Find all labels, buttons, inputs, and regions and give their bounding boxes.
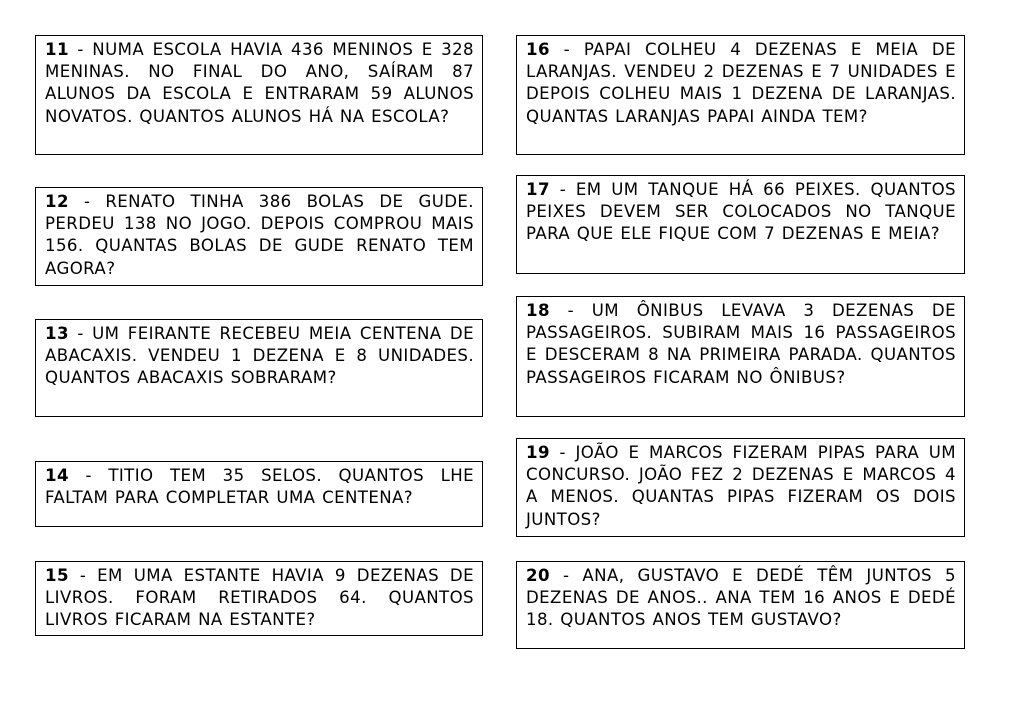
problem-number: 19 bbox=[526, 443, 550, 462]
problem-number: 17 bbox=[526, 180, 550, 199]
problem-card-14 bbox=[35, 461, 483, 527]
problem-text: - PAPAI COLHEU 4 DEZENAS E MEIA DE LARANJAS. VENDEU 2 DEZENAS E 7 UNIDADES E DEPOIS COLHEU MAIS 1 DEZENA DE LARANJAS. QUANTAS LARANJAS PAPAI AINDA TEM? bbox=[526, 40, 956, 126]
problem-text: - NUMA ESCOLA HAVIA 436 MENINOS E 328 MENINAS. NO FINAL DO ANO, SAÍRAM 87 ALUNOS DA ESCOLA E ENTRARAM 59 ALUNOS NOVATOS. QUANTOS ALUNOS HÁ NA ESCOLA? bbox=[45, 40, 474, 126]
problem-card-18 bbox=[516, 296, 965, 417]
problem-card-17 bbox=[516, 175, 965, 274]
problem-card-15 bbox=[35, 561, 483, 636]
problem-card-13 bbox=[35, 319, 483, 417]
problem-number: 14 bbox=[45, 466, 69, 485]
problem-number: 12 bbox=[45, 192, 69, 211]
problem-number: 13 bbox=[45, 324, 69, 343]
problem-number: 20 bbox=[526, 566, 550, 585]
problem-number: 15 bbox=[45, 566, 69, 585]
problem-card-11 bbox=[35, 35, 483, 155]
problem-text: - UM FEIRANTE RECEBEU MEIA CENTENA DE ABACAXIS. VENDEU 1 DEZENA E 8 UNIDADES. QUANTOS ABACAXIS SOBRARAM? bbox=[45, 324, 474, 388]
problem-text: - RENATO TINHA 386 BOLAS DE GUDE. PERDEU 138 NO JOGO. DEPOIS COMPROU MAIS 156. QUANTAS BOLAS DE GUDE RENATO TEM AGORA? bbox=[45, 192, 474, 278]
problem-card-16 bbox=[516, 35, 965, 155]
problem-number: 11 bbox=[45, 40, 69, 59]
problem-number: 16 bbox=[526, 40, 550, 59]
problem-card-20 bbox=[516, 561, 965, 649]
problem-text: - JOÃO E MARCOS FIZERAM PIPAS PARA UM CONCURSO. JOÃO FEZ 2 DEZENAS E MARCOS 4 A MENOS. QUANTAS PIPAS FIZERAM OS DOIS JUNTOS? bbox=[526, 443, 956, 529]
problem-card-19 bbox=[516, 438, 965, 537]
problem-text: - EM UM TANQUE HÁ 66 PEIXES. QUANTOS PEIXES DEVEM SER COLOCADOS NO TANQUE PARA QUE ELE FIQUE COM 7 DEZENAS E MEIA? bbox=[526, 180, 956, 244]
problem-text: - EM UMA ESTANTE HAVIA 9 DEZENAS DE LIVROS. FORAM RETIRADOS 64. QUANTOS LIVROS FICARAM NA ESTANTE? bbox=[45, 566, 474, 630]
problem-card-12 bbox=[35, 187, 483, 286]
problem-text: - UM ÔNIBUS LEVAVA 3 DEZENAS DE PASSAGEIROS. SUBIRAM MAIS 16 PASSAGEIROS E DESCERAM 8 NA PRIMEIRA PARADA. QUANTOS PASSAGEIROS FICARAM NO ÔNIBUS? bbox=[526, 301, 956, 387]
problem-text: - ANA, GUSTAVO E DEDÉ TÊM JUNTOS 5 DEZENAS DE ANOS.. ANA TEM 16 ANOS E DEDÉ 18. QUANTOS ANOS TEM GUSTAVO? bbox=[526, 566, 956, 630]
problem-number: 18 bbox=[526, 301, 550, 320]
problem-text: - TITIO TEM 35 SELOS. QUANTOS LHE FALTAM PARA COMPLETAR UMA CENTENA? bbox=[45, 466, 474, 508]
